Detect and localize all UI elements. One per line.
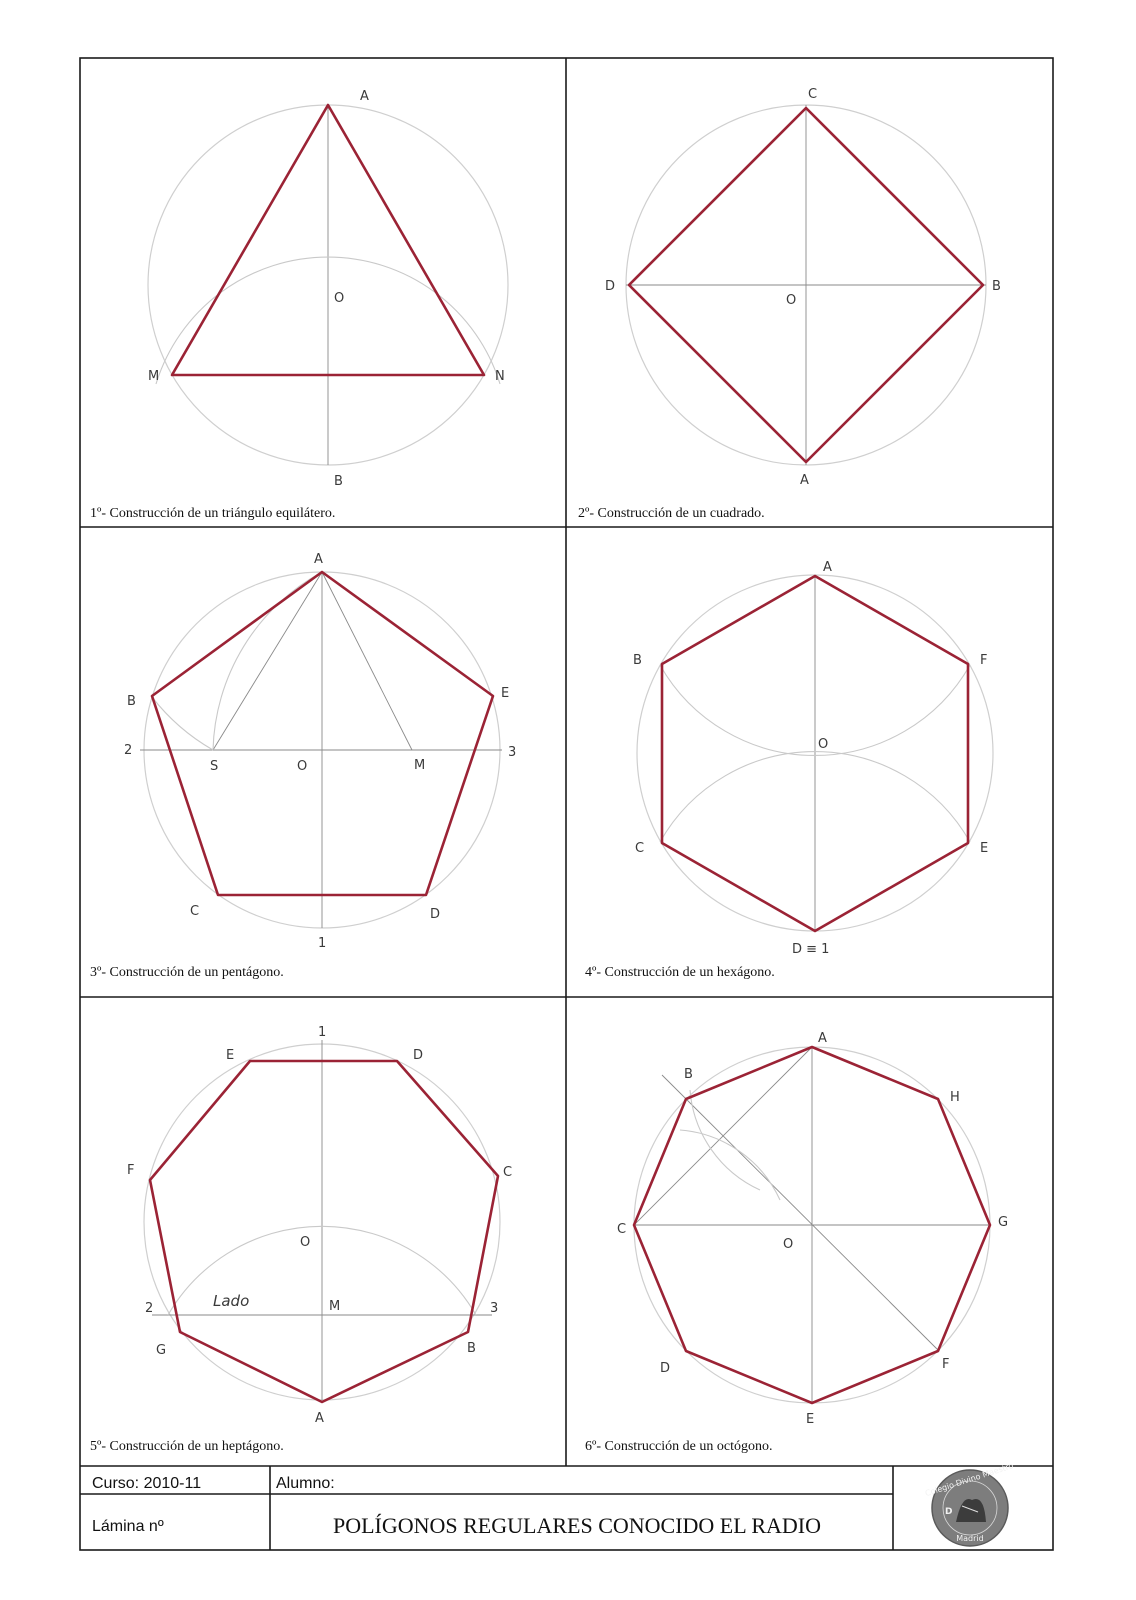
label-d: D ≡ 1 — [792, 942, 830, 957]
caption-octagon: 6º- Construcción de un octógono. — [585, 1439, 773, 1454]
label-s: S — [210, 759, 219, 774]
heptagon-polygon — [150, 1061, 498, 1402]
bisector-arc-2 — [690, 1090, 760, 1190]
caption-pentagon: 3º- Construcción de un pentágono. — [90, 965, 284, 980]
panel-hexagon — [585, 560, 993, 980]
label-h: H — [950, 1090, 960, 1105]
label-b: B — [334, 474, 343, 489]
label-e: E — [980, 841, 989, 856]
label-c: C — [503, 1165, 513, 1180]
caption-hexagon: 4º- Construcción de un hexágono. — [585, 965, 775, 980]
label-n: N — [495, 369, 505, 384]
label-a: A — [314, 552, 323, 567]
label-b: B — [684, 1067, 693, 1082]
logo-top-text: Colegio Divino Maestro — [923, 1461, 1015, 1499]
segment-a-m — [322, 572, 412, 750]
panel-octagon — [585, 1031, 1008, 1454]
panel-heptagon — [90, 1025, 512, 1454]
label-a: A — [360, 89, 369, 104]
label-lado: Lado — [213, 1292, 250, 1310]
label-a: A — [800, 473, 809, 488]
label-g: G — [156, 1343, 167, 1358]
label-point-3: 3 — [490, 1301, 499, 1316]
label-o: O — [334, 291, 345, 306]
label-f: F — [942, 1357, 950, 1372]
label-b: B — [633, 653, 642, 668]
label-point-2: 2 — [124, 743, 133, 758]
sheet-number-label: Lámina nº — [92, 1518, 164, 1535]
label-m: M — [148, 369, 160, 384]
label-a: A — [315, 1411, 324, 1426]
label-m: M — [414, 758, 426, 773]
label-o: O — [786, 293, 797, 308]
caption-triangle: 1º- Construcción de un triángulo equilátero. — [90, 506, 336, 521]
label-b: B — [467, 1341, 476, 1356]
label-c: C — [635, 841, 645, 856]
label-f: F — [980, 653, 988, 668]
label-f: F — [127, 1163, 135, 1178]
label-b: B — [127, 694, 136, 709]
panel-triangle — [90, 89, 508, 521]
label-point-1: 1 — [318, 1025, 327, 1040]
label-a: A — [818, 1031, 827, 1046]
label-e: E — [226, 1048, 235, 1063]
label-a: A — [823, 560, 832, 575]
label-c: C — [617, 1222, 627, 1237]
pentagon-polygon — [152, 572, 493, 895]
label-g: G — [998, 1215, 1009, 1230]
logo-initials: D — [945, 1507, 953, 1517]
caption-heptagon: 5º- Construcción de un heptágono. — [90, 1439, 284, 1454]
panel-pentagon — [90, 552, 516, 980]
label-o: O — [818, 737, 829, 752]
logo-bottom-text: Madrid — [956, 1534, 984, 1543]
label-b: B — [992, 279, 1001, 294]
title-block — [80, 1461, 1015, 1550]
label-e: E — [806, 1412, 815, 1427]
label-point-2: 2 — [145, 1301, 154, 1316]
school-logo — [924, 1461, 1015, 1546]
label-d: D — [413, 1048, 424, 1063]
course-label: Curso: 2010-11 — [92, 1475, 202, 1492]
label-o: O — [297, 759, 308, 774]
label-d: D — [430, 907, 441, 922]
panel-square — [578, 87, 1001, 521]
caption-square: 2º- Construcción de un cuadrado. — [578, 506, 765, 521]
label-d: D — [605, 279, 616, 294]
bisector-arc-1 — [680, 1130, 780, 1200]
label-o: O — [300, 1235, 311, 1250]
label-c: C — [808, 87, 818, 102]
label-d: D — [660, 1361, 671, 1376]
label-point-1: 1 — [318, 936, 327, 951]
student-label: Alumno: — [276, 1475, 335, 1492]
label-e: E — [501, 686, 510, 701]
sheet-title: POLÍGONOS REGULARES CONOCIDO EL RADIO — [332, 1513, 822, 1538]
label-m: M — [329, 1299, 341, 1314]
label-o: O — [783, 1237, 794, 1252]
label-point-3: 3 — [508, 745, 517, 760]
bisector-diagonal — [662, 1075, 938, 1350]
label-c: C — [190, 904, 200, 919]
